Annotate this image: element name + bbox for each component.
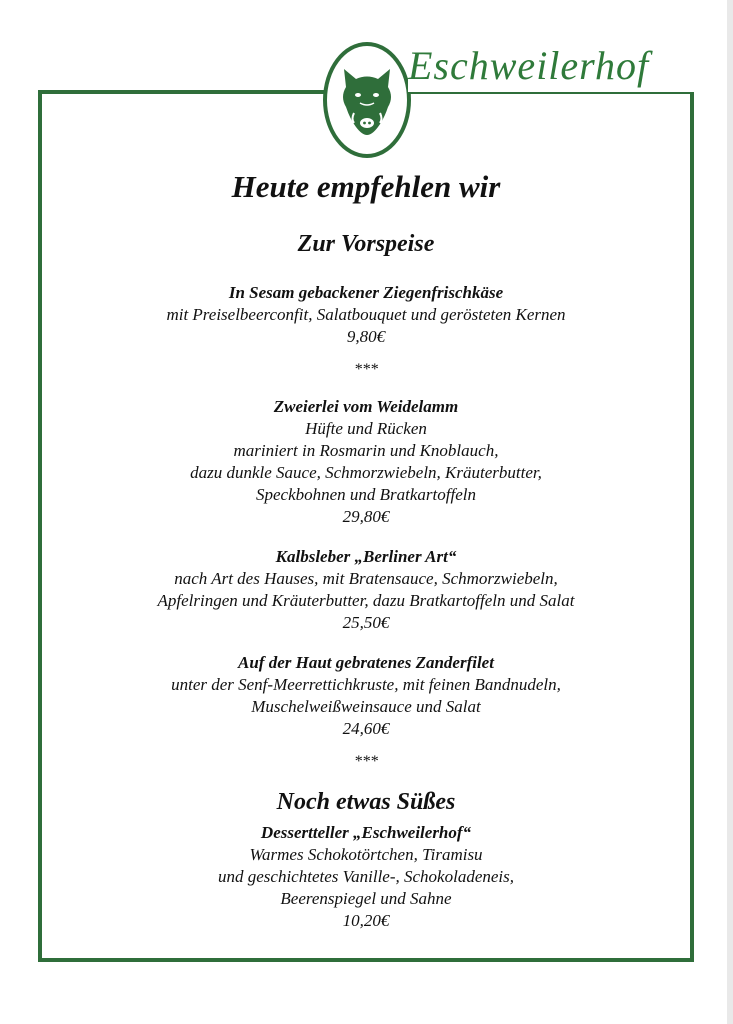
dish-name: In Sesam gebackener Ziegenfrischkäse [228,283,504,302]
menu-item-calf-liver [42,546,690,634]
dish-description: dazu dunkle Sauce, Schmorzwiebeln, Kräuterbutter, [190,463,542,482]
menu-content [42,166,690,932]
dish-description: Muschelweißweinsauce und Salat [251,697,481,716]
dessert-heading: Noch etwas Süßes [276,789,456,815]
boar-head-icon [336,63,398,137]
dish-description: mariniert in Rosmarin und Knoblauch, [233,441,499,460]
dish-description: unter der Senf-Meerrettichkruste, mit feinen Bandnudeln, [171,675,561,694]
menu-item-starter [42,282,690,348]
dish-name: Kalbsleber „Berliner Art“ [275,547,457,566]
dish-price: 10,20€ [342,911,390,930]
logo-medallion [323,42,411,158]
section-separator: *** [354,361,378,378]
dish-description: mit Preiselbeerconfit, Salatbouquet und gerösteten Kernen [166,305,566,324]
page-title: Heute empfehlen wir [231,169,501,204]
dish-description: Warmes Schokotörtchen, Tiramisu [249,845,483,864]
starter-heading: Zur Vorspeise [297,231,435,257]
dish-name: Auf der Haut gebratenes Zanderfilet [238,653,494,672]
dish-description: Beerenspiegel und Sahne [280,889,452,908]
menu-item-lamb [42,396,690,528]
menu-item-dessert [42,822,690,932]
dish-description: Hüfte und Rücken [305,419,427,438]
dish-price: 25,50€ [342,613,390,632]
dish-name: Zweierlei vom Weidelamm [273,397,459,416]
menu-item-zander [42,652,690,740]
dish-price: 29,80€ [342,507,390,526]
dish-description: Apfelringen und Kräuterbutter, dazu Bratkartoffeln und Salat [157,591,575,610]
dish-price: 24,60€ [342,719,390,738]
dish-description: Speckbohnen und Bratkartoffeln [255,485,476,504]
page-edge [727,0,733,1024]
dish-name: Dessertteller „Eschweilerhof“ [260,823,472,842]
brand-name: Eschweilerhof [408,40,698,92]
dish-price: 9,80€ [346,327,386,346]
dish-description: nach Art des Hauses, mit Bratensauce, Schmorzwiebeln, [174,569,558,588]
dish-description: und geschichtetes Vanille-, Schokoladeneis, [218,867,514,886]
section-separator: *** [354,753,378,770]
